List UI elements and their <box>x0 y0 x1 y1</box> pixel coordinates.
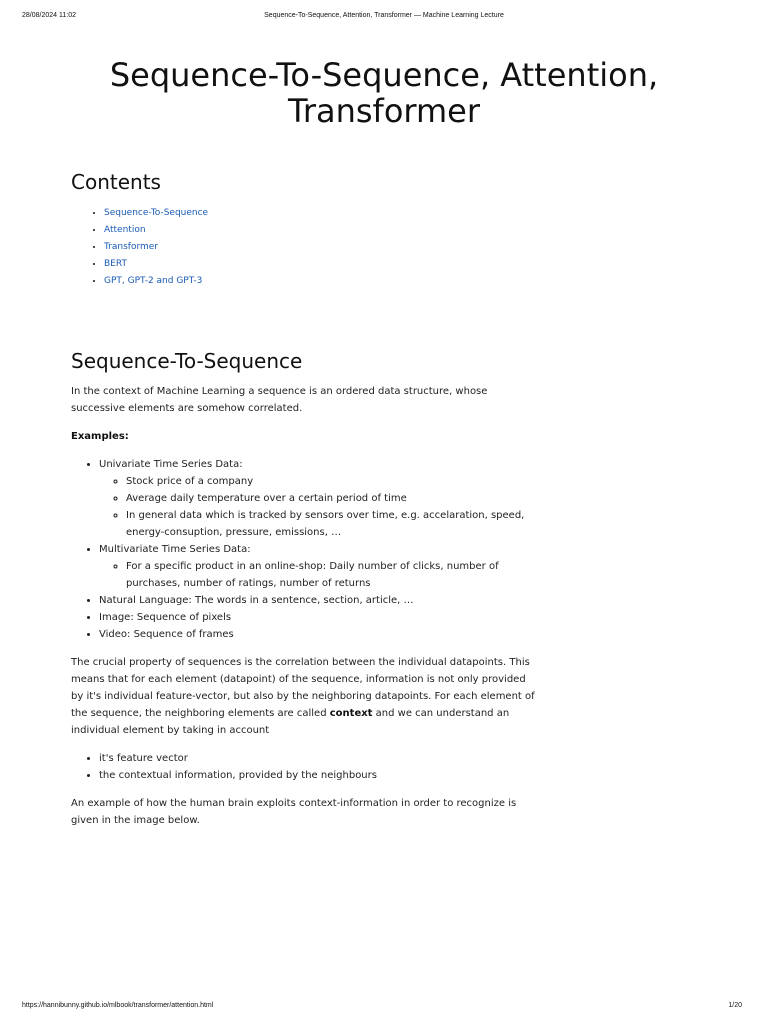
list-item: • Video: Sequence of frames <box>99 626 541 643</box>
context-term: context <box>329 708 373 719</box>
page-title-line-1: Sequence-To-Sequence, Attention, <box>109 56 659 94</box>
page-title <box>100 57 668 129</box>
toc-item <box>104 222 208 239</box>
list-item: ◦ In general data which is tracked by sensors over time, e.g. accelaration, speed, energy-consuption, pressure, emissions, … <box>126 507 541 541</box>
toc-item <box>104 273 208 290</box>
list-item: • Natural Language: The words in a sentence, section, article, … <box>99 592 541 609</box>
print-document-title: Sequence-To-Sequence, Attention, Transformer — Machine Learning Lecture <box>264 12 504 19</box>
toc-item <box>104 256 208 273</box>
list-item: ◦ Average daily temperature over a certain period of time <box>126 490 541 507</box>
print-url: https://hannibunny.github.io/mlbook/transformer/attention.html <box>22 1002 214 1009</box>
print-header <box>0 12 768 22</box>
closing-paragraph: An example of how the human brain exploits context-information in order to recognize is given in the image below. <box>71 798 517 826</box>
property-text-after: and we can understand an individual element by taking in account <box>71 708 510 736</box>
list-item: ◦ For a specific product in an online-shop: Daily number of clicks, number of purchases, number of ratings, number of returns <box>126 558 541 592</box>
toc-link-transformer[interactable]: Transformer <box>104 242 159 252</box>
list-item <box>99 456 541 541</box>
contents-heading: Contents <box>71 170 161 194</box>
intro-paragraph: In the context of Machine Learning a sequence is an ordered data structure, whose successive elements are somehow correlated. <box>71 386 488 414</box>
section-heading: Sequence-To-Sequence <box>71 349 303 373</box>
list-item <box>99 541 541 592</box>
property-text-before: The crucial property of sequences is the correlation between the individual datapoints. This means that for each element (datapoint) of the sequence, information is not only provided by it's individual feature-vector, but also by the neighboring datapoints. For each element of the sequence, the neighboring elements are called <box>71 657 535 719</box>
toc-link-bert[interactable]: BERT <box>104 259 127 269</box>
multivariate-sublist <box>99 558 541 592</box>
toc-link-gpt[interactable]: GPT, GPT-2 and GPT-3 <box>104 276 203 286</box>
multivariate-label: Multivariate Time Series Data: <box>99 544 251 555</box>
list-item: • the contextual information, provided by the neighbours <box>99 767 541 784</box>
univariate-label: Univariate Time Series Data: <box>99 459 243 470</box>
page-number: 1/20 <box>728 1002 742 1009</box>
page-title-line-2: Transformer <box>287 92 480 130</box>
print-footer <box>0 1002 768 1012</box>
examples-label: Examples: <box>71 431 129 442</box>
table-of-contents <box>71 205 208 290</box>
account-list <box>71 750 541 784</box>
list-item: • it's feature vector <box>99 750 541 767</box>
toc-link-sequence-to-sequence[interactable]: Sequence-To-Sequence <box>104 208 209 218</box>
property-paragraph <box>71 654 541 739</box>
list-item: ◦ Stock price of a company <box>126 473 541 490</box>
toc-item <box>104 239 208 256</box>
univariate-sublist <box>99 473 541 541</box>
toc-item <box>104 205 208 222</box>
list-item: • Image: Sequence of pixels <box>99 609 541 626</box>
examples-label-paragraph <box>71 428 541 445</box>
examples-list <box>71 456 541 643</box>
section-content <box>71 383 541 840</box>
toc-link-attention[interactable]: Attention <box>104 225 146 235</box>
print-datetime: 28/08/2024 11:02 <box>22 12 76 19</box>
